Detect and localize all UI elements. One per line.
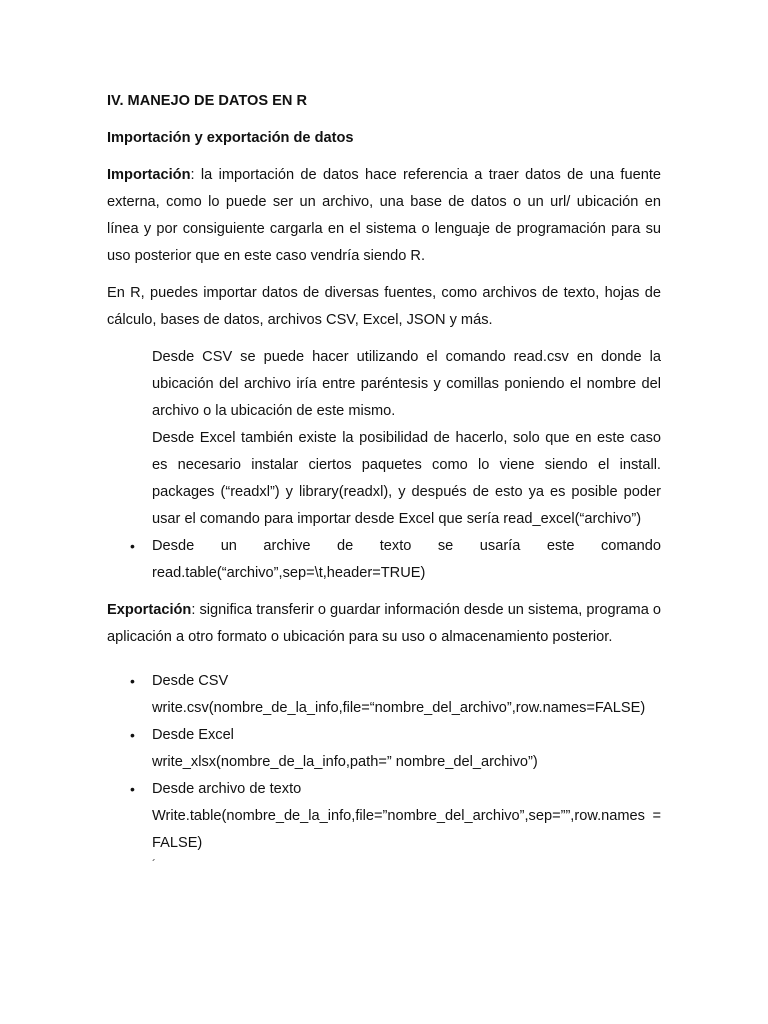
export-item-excel-code: write_xlsx(nombre_de_la_info,path=” nombre_del_archivo”)	[152, 754, 538, 770]
exportacion-paragraph	[107, 597, 661, 651]
export-item-text-code: Write.table(nombre_de_la_info,file=”nombre_del_archivo”,sep=””,row.names =FALSE)	[152, 808, 661, 851]
import-item-csv: Desde CSV se puede hacer utilizando el comando read.csv en donde la ubicación del archivo iría entre paréntesis y comillas poniendo el nombre del archivo o la ubicación de este mismo.	[152, 349, 661, 419]
intro-r-paragraph: En R, puedes importar datos de diversas fuentes, como archivos de texto, hojas de cálculo, bases de datos, archivos CSV, Excel, JSON y más.	[107, 285, 661, 328]
section-subtitle: Importación y exportación de datos	[107, 130, 354, 146]
importacion-text: : la importación de datos hace referencia a traer datos de una fuente externa, como lo puede ser un archivo, una base de datos o un url/ ubicación en línea y por consiguiente cargarla en el sistema o lenguaje de programación para su uso posterior que en este caso vendría siendo R.	[107, 167, 661, 264]
exportacion-term: Exportación	[107, 602, 192, 618]
export-item-csv-code: write.csv(nombre_de_la_info,file=“nombre_del_archivo”,row.names=FALSE)	[152, 700, 646, 716]
importacion-paragraph	[107, 162, 661, 270]
export-item-excel-label: • Desde Excel	[152, 722, 661, 749]
exportacion-text: : significa transferir o guardar información desde un sistema, programa o aplicación a otro formato o ubicación para su uso o almacenamiento posterior.	[107, 602, 662, 645]
export-item-text-label: • Desde archivo de texto	[152, 776, 661, 803]
export-item-csv-label: • Desde CSV	[152, 668, 661, 695]
importacion-term: Importación	[107, 167, 191, 183]
trailing-mark: ´	[152, 857, 156, 871]
export-list	[107, 668, 661, 871]
import-item-excel: Desde Excel también existe la posibilidad de hacerlo, solo que en este caso es necesario instalar ciertos paquetes como lo viene siendo el install. packages (“readxl”) y library(readxl), y después de esto ya es posible poder usar el comando para importar desde Excel que sería read_excel(“archivo”)	[152, 430, 661, 527]
section-title: IV. MANEJO DE DATOS EN R	[107, 93, 308, 109]
import-list	[107, 344, 661, 587]
document-content	[107, 88, 661, 871]
import-item-text-line2: read.table(“archivo”,sep=\t,header=TRUE)	[152, 565, 426, 581]
import-item-text-line1: • Desde un archive de texto se usaría este comando	[152, 533, 661, 560]
